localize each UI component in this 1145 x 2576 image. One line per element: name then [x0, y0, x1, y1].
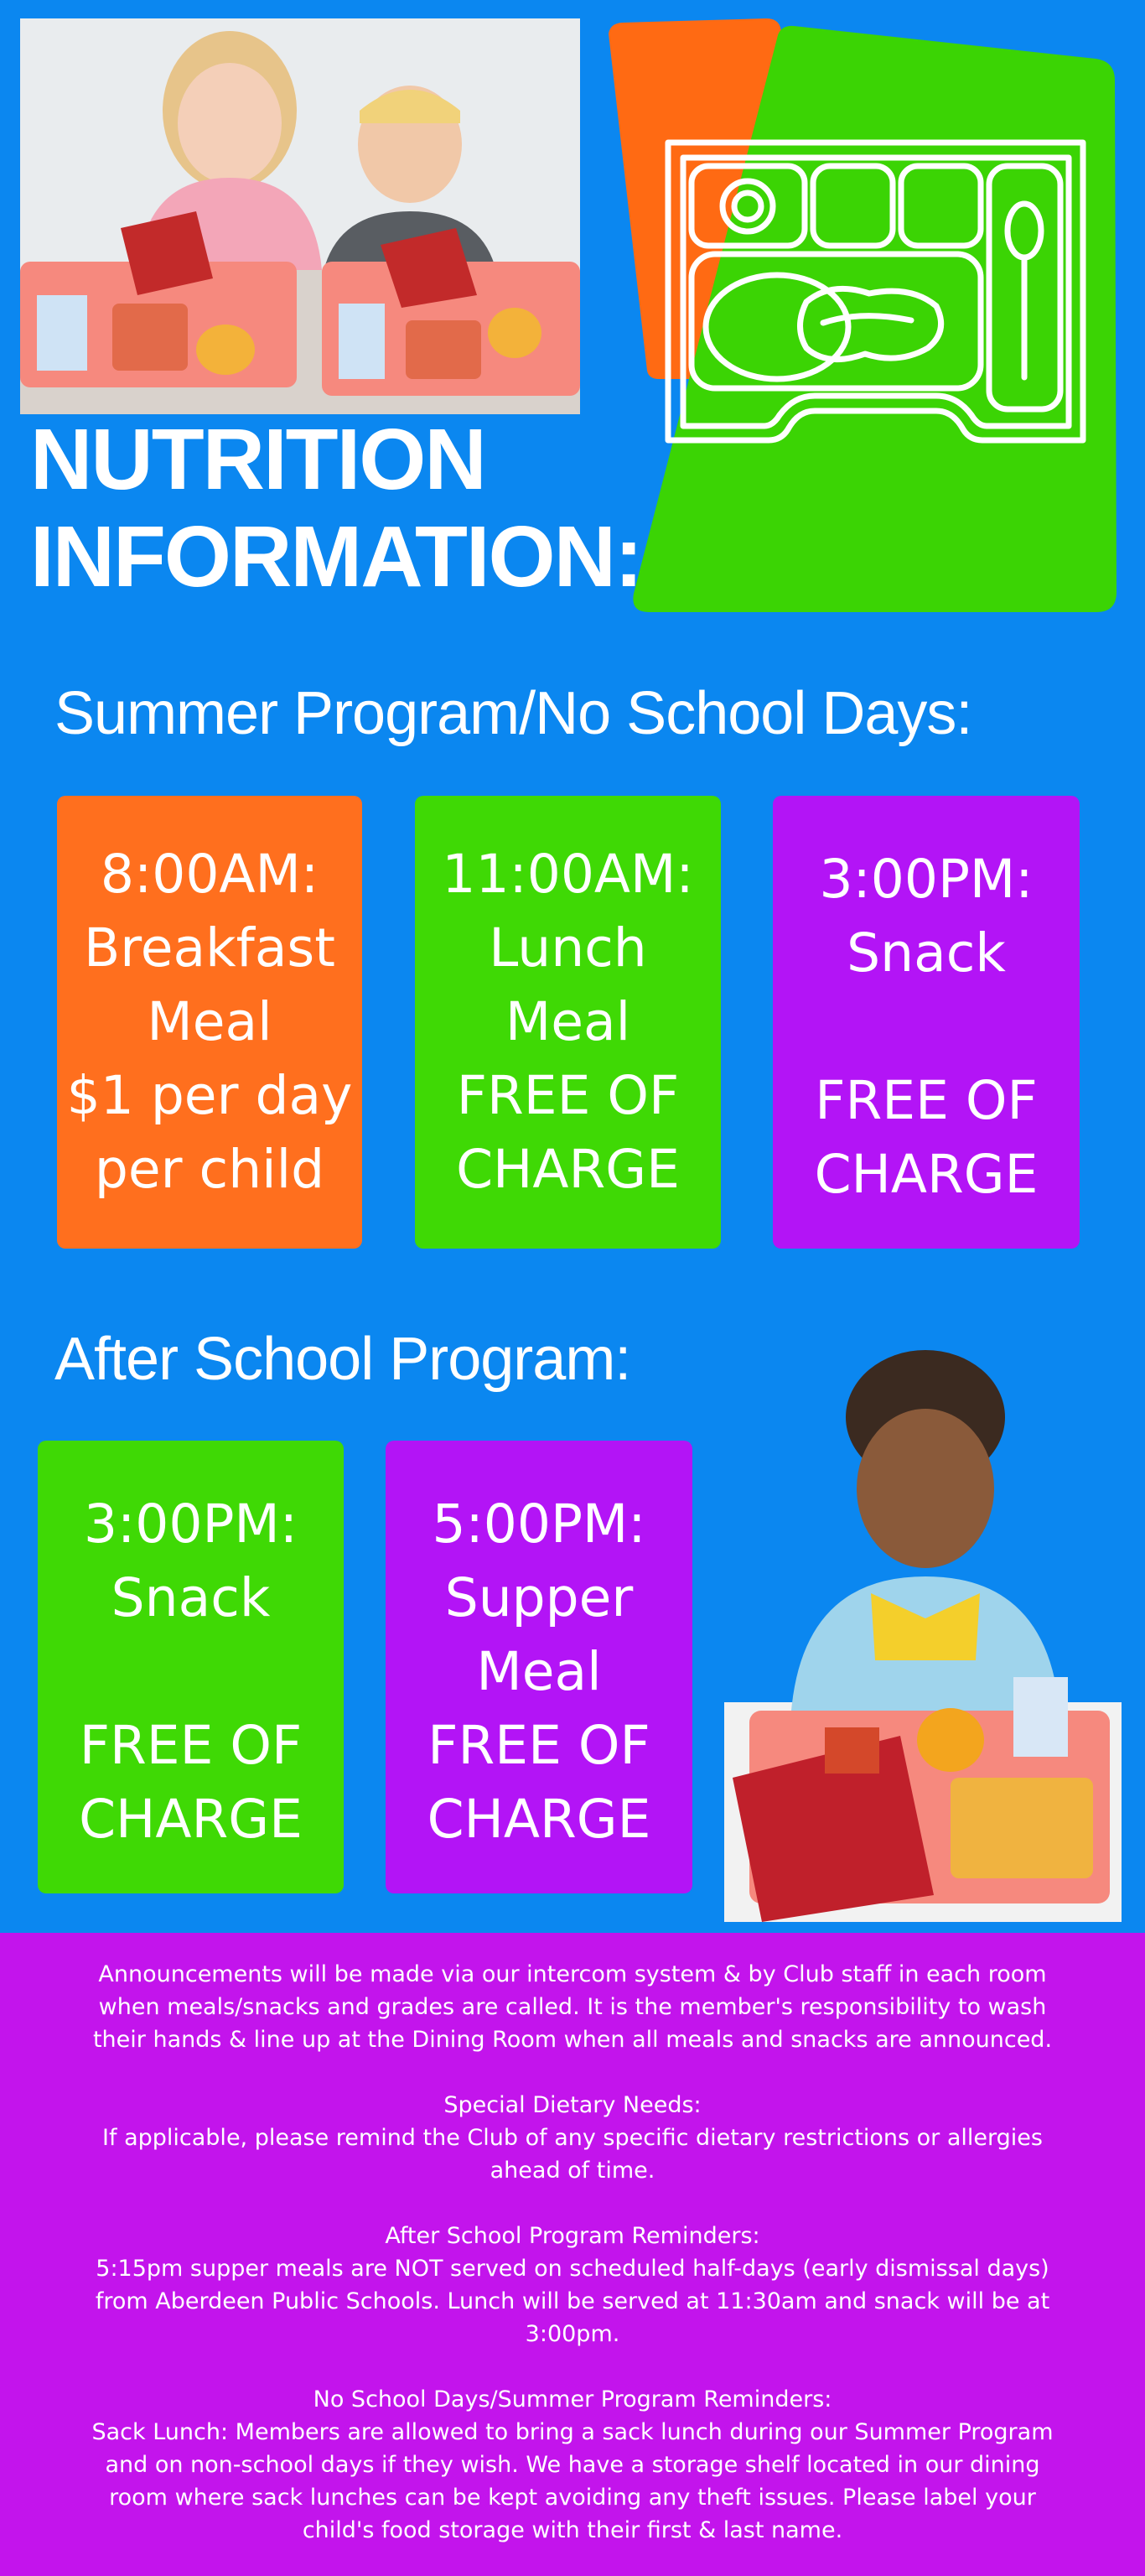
card-line: Supper: [444, 1567, 634, 1628]
boy-with-lunch-tray-photo: [724, 1342, 1122, 1922]
card-line: Breakfast: [84, 917, 335, 979]
card-line: Snack: [111, 1567, 271, 1628]
after-school-reminders-text: 3:00pm.: [525, 2321, 620, 2347]
card-time: 5:00PM:: [432, 1493, 646, 1555]
children-with-lunch-trays-photo: [20, 18, 580, 414]
card-time: 8:00AM:: [100, 844, 319, 905]
announcements-text: when meals/snacks and grades are called. It is the member's responsibility to wash: [98, 1994, 1047, 2020]
after-school-snack-card: [38, 1441, 344, 1893]
card-price: $1 per day: [66, 1065, 353, 1126]
after-school-reminders-heading: After School Program Reminders:: [385, 2223, 760, 2249]
after-school-heading: After School Program:: [54, 1326, 631, 1393]
card-price: FREE OF: [815, 1070, 1038, 1131]
after-school-reminders-text: 5:15pm supper meals are NOT served on scheduled half-days (early dismissal days): [96, 2256, 1049, 2282]
card-line: CHARGE: [456, 1139, 680, 1200]
after-school-reminders-text: from Aberdeen Public Schools. Lunch will be served at 11:30am and snack will be at: [95, 2288, 1050, 2314]
summer-lunch-card: [415, 796, 721, 1249]
card-line: Meal: [147, 991, 272, 1052]
card-line: CHARGE: [79, 1789, 303, 1850]
card-line: per child: [94, 1139, 325, 1200]
card-time: 3:00PM:: [83, 1493, 298, 1555]
card-line: Snack: [847, 922, 1006, 984]
title-line-2: INFORMATION:: [30, 508, 642, 605]
card-line: CHARGE: [427, 1789, 651, 1850]
no-school-reminders-heading: No School Days/Summer Program Reminders:: [313, 2386, 832, 2412]
title-line-1: NUTRITION: [30, 411, 485, 507]
card-line: Meal: [476, 1641, 602, 1702]
card-price: FREE OF: [456, 1065, 680, 1126]
no-school-reminders-text: and on non-school days if they wish. We have a storage shelf located in our dining: [105, 2452, 1040, 2478]
dietary-text: ahead of time.: [490, 2158, 655, 2184]
no-school-reminders-text: child's food storage with their first & last name.: [302, 2517, 843, 2543]
card-time: 11:00AM:: [442, 844, 694, 905]
card-price: FREE OF: [79, 1715, 303, 1776]
page-title: [30, 411, 667, 605]
card-time: 3:00PM:: [819, 849, 1034, 910]
card-line: Meal: [505, 991, 631, 1052]
card-line: Lunch: [489, 917, 647, 979]
announcements-text: Announcements will be made via our intercom system & by Club staff in each room: [98, 1961, 1047, 1987]
after-school-supper-card: [386, 1441, 692, 1893]
dietary-heading: Special Dietary Needs:: [443, 2092, 702, 2118]
lunch-tray-icon: [660, 134, 1091, 449]
no-school-reminders-text: room where sack lunches can be kept avoiding any theft issues. Please label your: [109, 2485, 1036, 2511]
no-school-reminders-text: Sack Lunch: Members are allowed to bring a sack lunch during our Summer Program: [91, 2419, 1054, 2445]
summer-snack-card: [773, 796, 1080, 1249]
card-line: CHARGE: [814, 1144, 1039, 1205]
summer-program-heading: Summer Program/No School Days:: [54, 680, 972, 747]
card-price: FREE OF: [427, 1715, 650, 1776]
announcements-text: their hands & line up at the Dining Room when all meals and snacks are announced.: [92, 2027, 1053, 2053]
dietary-text: If applicable, please remind the Club of any specific dietary restrictions or allergies: [102, 2125, 1043, 2151]
summer-breakfast-card: [57, 796, 362, 1249]
footer-info: [0, 1933, 1145, 2576]
